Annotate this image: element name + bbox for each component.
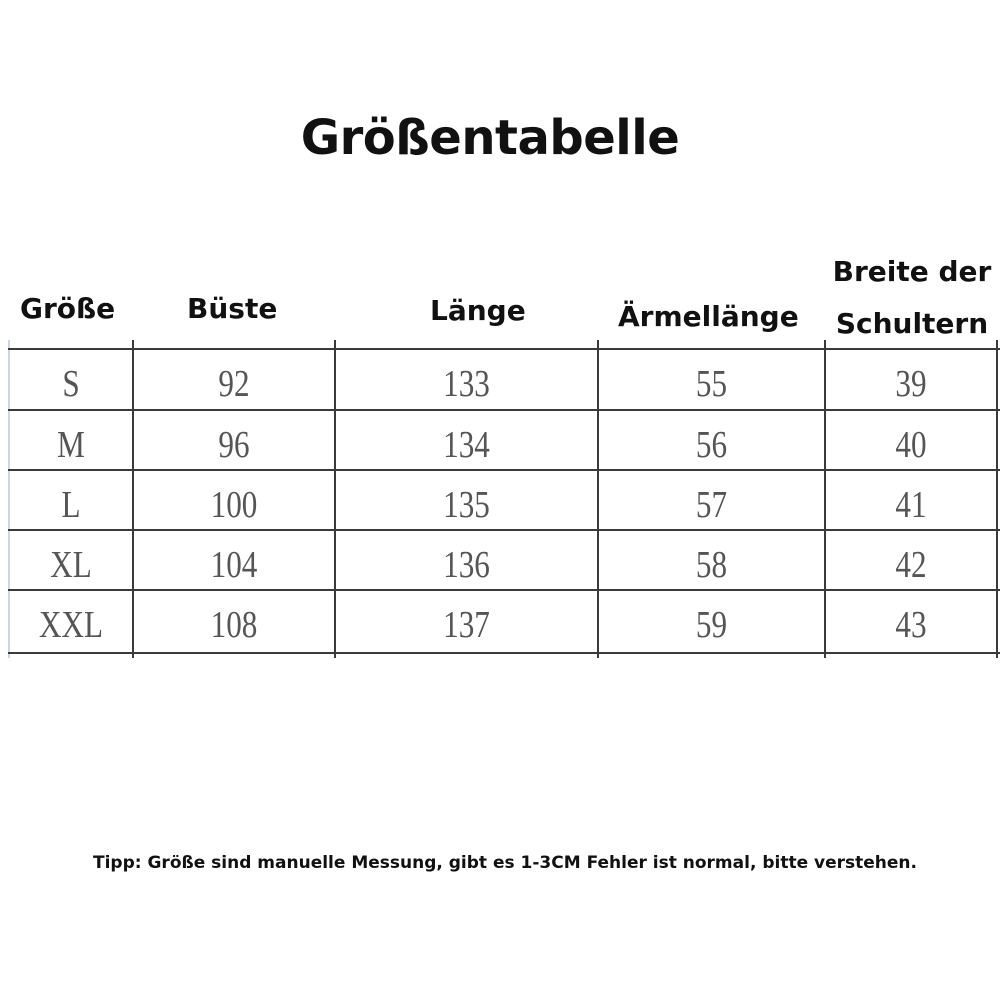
table-border-left — [8, 340, 10, 658]
measurement-tip: Tipp: Größe sind manuelle Messung, gibt es 1-3CM Fehler ist normal, bitte verstehen. — [93, 853, 917, 873]
cropped-row-remnant — [680, 340, 730, 350]
page-title: Größentabelle — [300, 110, 680, 166]
cell-size: S — [62, 363, 80, 405]
header-sleeve-length: Ärmellänge — [618, 300, 799, 333]
row-divider — [8, 529, 1000, 531]
cell-sleeve: 56 — [695, 424, 728, 466]
cell-bust: 108 — [210, 604, 258, 646]
cell-shoulder: 42 — [895, 544, 927, 586]
cell-bust: 100 — [210, 484, 258, 526]
cell-size: XXL — [38, 604, 104, 646]
header-bust: Büste — [187, 292, 278, 325]
cropped-row-remnant — [38, 340, 98, 350]
row-divider — [8, 589, 1000, 591]
column-divider — [334, 340, 336, 658]
cell-shoulder: 40 — [895, 424, 927, 466]
cell-shoulder: 39 — [895, 363, 927, 405]
row-divider — [8, 652, 1000, 654]
cell-length: 136 — [443, 544, 490, 586]
cropped-row-remnant — [876, 340, 946, 350]
header-length: Länge — [430, 294, 526, 327]
cell-size: XL — [50, 544, 92, 586]
row-divider — [8, 348, 1000, 350]
cell-bust: 104 — [210, 544, 258, 586]
column-divider — [996, 340, 998, 658]
cell-bust: 92 — [218, 363, 250, 405]
row-divider — [8, 409, 1000, 411]
column-divider — [597, 340, 599, 658]
cell-shoulder: 43 — [895, 604, 927, 646]
cell-length: 134 — [443, 424, 490, 466]
cell-size: M — [57, 424, 85, 466]
cell-size: L — [61, 484, 81, 526]
cell-length: 135 — [443, 484, 490, 526]
cell-length: 133 — [443, 363, 490, 405]
cell-sleeve: 59 — [695, 604, 728, 646]
column-divider — [824, 340, 826, 658]
header-shoulder-line1: Breite der — [832, 255, 992, 288]
column-divider — [132, 340, 134, 658]
row-divider — [8, 469, 1000, 471]
header-shoulder-width — [832, 246, 992, 350]
cropped-row-remnant — [200, 340, 270, 350]
cropped-row-remnant — [440, 340, 500, 350]
cell-bust: 96 — [218, 424, 250, 466]
cell-shoulder: 41 — [895, 484, 927, 526]
cell-sleeve: 57 — [695, 484, 728, 526]
size-table — [0, 340, 1000, 658]
header-size: Größe — [20, 292, 116, 325]
header-shoulder-line2: Schultern — [835, 307, 989, 340]
cell-sleeve: 55 — [695, 363, 728, 405]
cell-length: 137 — [443, 604, 490, 646]
cell-sleeve: 58 — [695, 544, 728, 586]
